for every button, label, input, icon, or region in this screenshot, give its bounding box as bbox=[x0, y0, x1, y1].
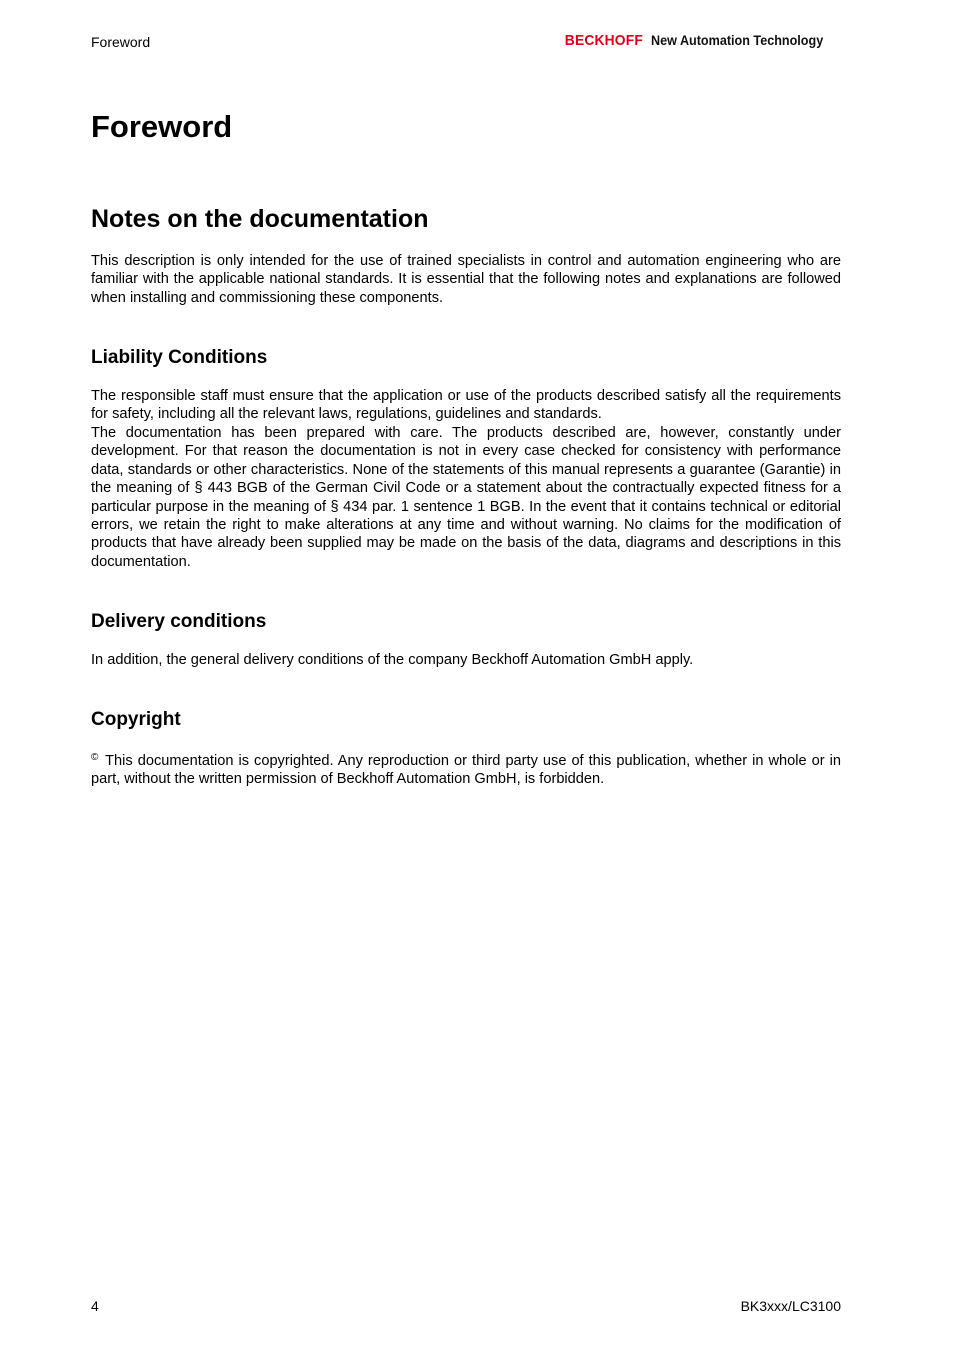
section-heading: Notes on the documentation bbox=[91, 205, 429, 233]
brand-lockup bbox=[558, 32, 842, 49]
liability-heading: Liability Conditions bbox=[91, 347, 268, 368]
liability-paragraph-1: The responsible staff must ensure that the application or use of the products described satisfy all the requirements for safety, including all the relevant laws, regulations, guidelines and standards. bbox=[91, 388, 841, 423]
page-number: 4 bbox=[91, 1298, 99, 1314]
page-title: Foreword bbox=[91, 109, 233, 144]
copyright-paragraph bbox=[91, 749, 841, 789]
liability-paragraph-2: The documentation has been prepared with care. The products described are, however, constantly under development. For that reason the documentation is not in every case checked for consistency with performance data, standards or other characteristics. None of the statements of this manual represents a guarantee (Garantie) in the meaning of § 443 BGB of the German Civil Code or a statement about the contractually expected fitness for a particular purpose in the meaning of § 434 par. 1 sentence 1 BGB. In the event that it contains technical or editorial errors, we retain the right to make alterations at any time and without warning. No claims for the modification of products that have already been supplied may be made on the basis of the data, diagrams and descriptions in this documentation. bbox=[91, 425, 841, 570]
brand-tagline: New Automation Technology bbox=[650, 32, 823, 48]
beckhoff-logo: BECKHOFF bbox=[564, 32, 643, 49]
running-header-section: Foreword bbox=[91, 34, 151, 50]
copyright-heading: Copyright bbox=[91, 709, 181, 730]
intro-paragraph: This description is only intended for the use of trained specialists in control and automation engineering who are familiar with the applicable national standards. It is essential that the following notes and explanations are followed when installing and commissioning these components. bbox=[91, 253, 841, 306]
copyright-text: This documentation is copyrighted. Any reproduction or third party use of this publication, whether in whole or in part, without the written permission of Beckhoff Automation GmbH, is forbidden. bbox=[91, 753, 842, 788]
delivery-heading: Delivery conditions bbox=[91, 611, 267, 632]
copyright-symbol: © bbox=[91, 752, 99, 763]
delivery-paragraph: In addition, the general delivery conditions of the company Beckhoff Automation GmbH apply. bbox=[91, 652, 694, 668]
document-id: BK3xxx/LC3100 bbox=[740, 1298, 841, 1314]
